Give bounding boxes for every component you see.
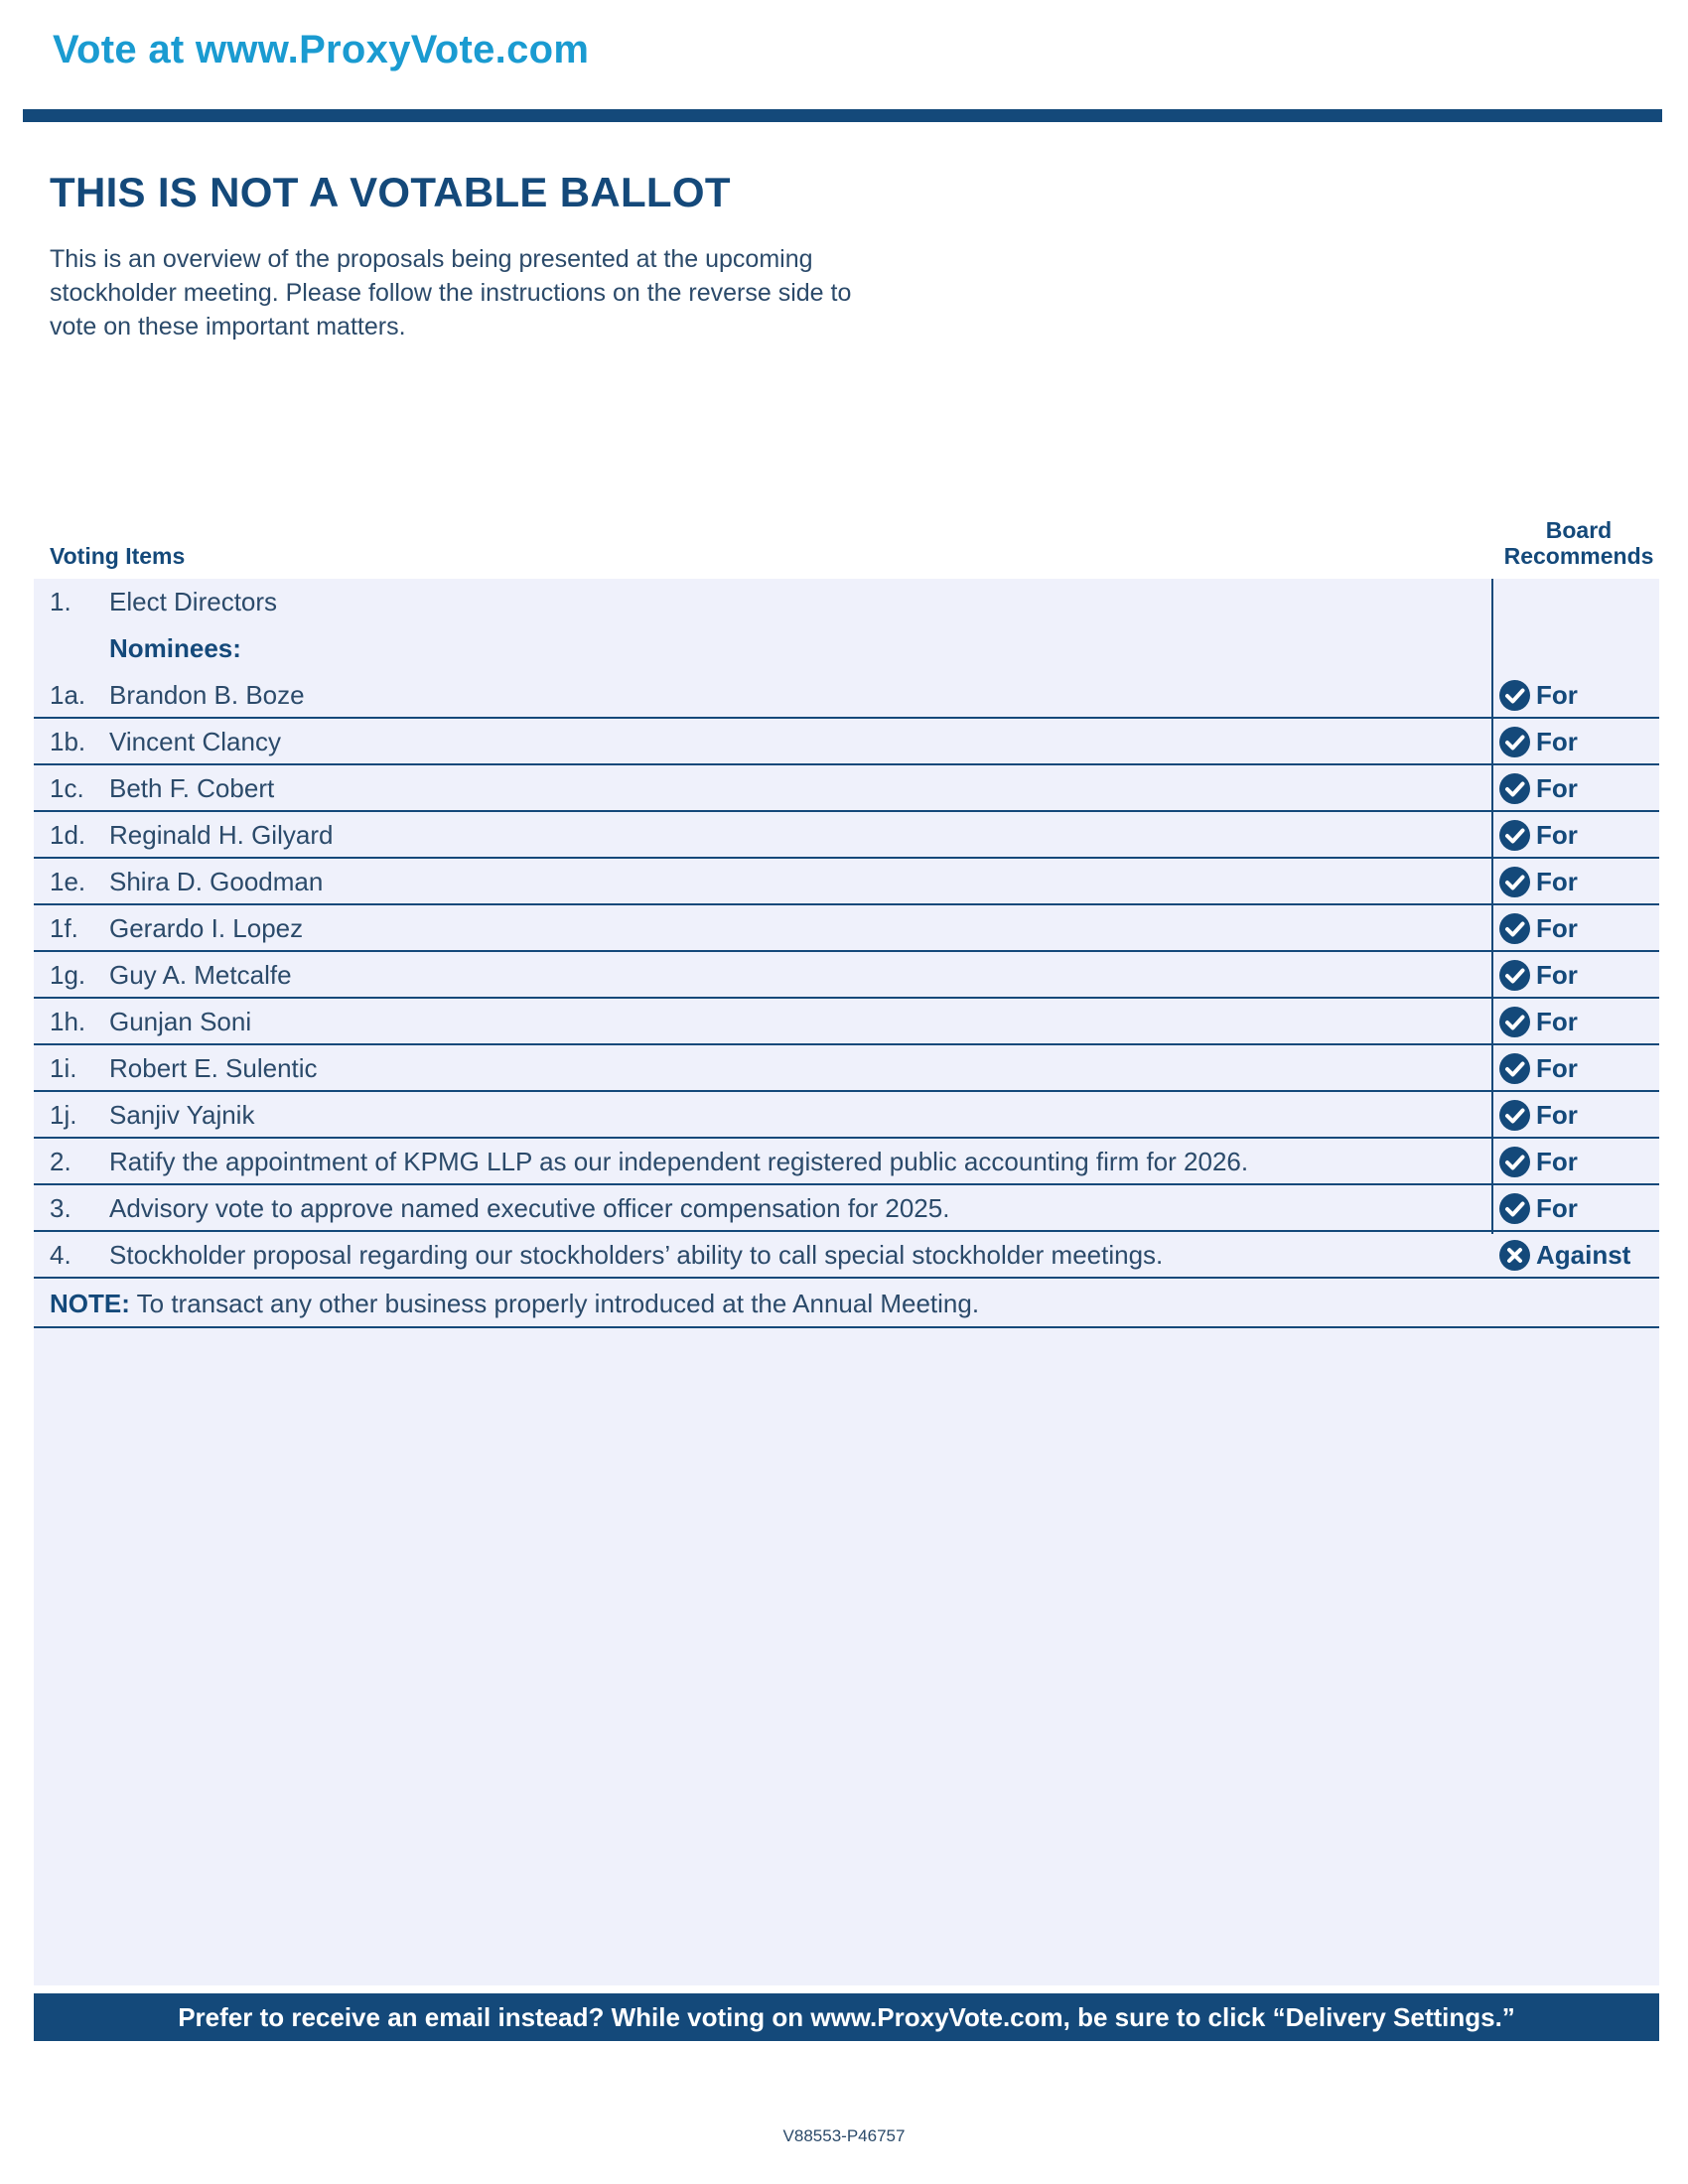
document-code: V88553-P46757 xyxy=(782,2126,906,2145)
check-circle-icon xyxy=(1499,1053,1530,1084)
item-number: 1d. xyxy=(50,820,86,850)
voting-item-row xyxy=(34,812,1659,859)
check-circle-icon xyxy=(1499,913,1530,944)
item-label: Stockholder proposal regarding our stockholders’ ability to call special stockholder meetings. xyxy=(109,1240,1164,1270)
item-number: 1a. xyxy=(50,680,86,710)
item-number: 1e. xyxy=(50,867,86,896)
item-number: 2. xyxy=(50,1147,71,1176)
check-circle-icon xyxy=(1499,727,1530,757)
item-label: Guy A. Metcalfe xyxy=(109,960,292,990)
recommendation-text: For xyxy=(1536,1053,1578,1083)
check-circle-icon xyxy=(1499,1193,1530,1224)
item-label: Elect Directors xyxy=(109,587,278,616)
board-recommendation xyxy=(1499,960,1578,991)
item-label: Gerardo I. Lopez xyxy=(109,913,304,943)
voting-items-header: Voting Items xyxy=(50,543,186,569)
recommendation-text: For xyxy=(1536,1193,1578,1223)
recommendation-text: For xyxy=(1536,727,1578,756)
recommendation-text: For xyxy=(1536,773,1578,803)
item-number: 1c. xyxy=(50,773,84,803)
voting-item-row xyxy=(34,672,1659,719)
header-rule xyxy=(23,109,1662,122)
voting-item-row xyxy=(34,1185,1659,1232)
recommendation-text: For xyxy=(1536,1147,1578,1176)
item-number: 4. xyxy=(50,1240,71,1270)
recommendation-text: For xyxy=(1536,960,1578,990)
board-recommendation xyxy=(1499,1007,1578,1037)
x-circle-icon xyxy=(1499,1240,1530,1271)
page-title: THIS IS NOT A VOTABLE BALLOT xyxy=(50,169,731,215)
board-recommends-header xyxy=(1489,517,1668,569)
recommendation-text: For xyxy=(1536,913,1578,943)
voting-item-row xyxy=(34,719,1659,765)
voting-item-row xyxy=(34,999,1659,1045)
board-recommendation xyxy=(1499,1100,1578,1131)
board-recommendation xyxy=(1499,1240,1630,1271)
proxyvote-link[interactable]: Vote at www.ProxyVote.com xyxy=(53,28,590,71)
recommendation-text: For xyxy=(1536,680,1578,710)
board-recommends-line1: Board xyxy=(1545,517,1613,543)
item-label: Sanjiv Yajnik xyxy=(109,1100,255,1130)
check-circle-icon xyxy=(1499,1100,1530,1131)
note-body: To transact any other business properly introduced at the Annual Meeting. xyxy=(129,1289,980,1318)
board-recommends-line2: Recommends xyxy=(1503,543,1654,569)
check-circle-icon xyxy=(1499,680,1530,711)
check-circle-icon xyxy=(1499,867,1530,897)
item-label: Brandon B. Boze xyxy=(109,680,305,710)
recommendation-text: For xyxy=(1536,1007,1578,1036)
voting-item-row xyxy=(34,905,1659,952)
item-number: 1j. xyxy=(50,1100,77,1130)
board-recommendation xyxy=(1499,1193,1578,1224)
item-number: 1. xyxy=(50,587,71,616)
voting-item-row xyxy=(34,952,1659,999)
delivery-settings-banner: Prefer to receive an email instead? While voting on www.ProxyVote.com, be sure to click “Delivery Settings.” xyxy=(34,1993,1659,2041)
check-circle-icon xyxy=(1499,773,1530,804)
nominees-label: Nominees: xyxy=(109,633,241,663)
item-number: 3. xyxy=(50,1193,71,1223)
note-row xyxy=(34,1281,1659,1328)
voting-item-row xyxy=(34,1232,1659,1279)
recommendation-text: Against xyxy=(1536,1240,1631,1270)
board-recommendation xyxy=(1499,727,1578,757)
voting-item-row xyxy=(34,765,1659,812)
check-circle-icon xyxy=(1499,820,1530,851)
note-label: NOTE: xyxy=(50,1289,130,1318)
item-label: Ratify the appointment of KPMG LLP as our independent registered public accounting firm for 2026. xyxy=(109,1147,1249,1176)
elect-directors-row xyxy=(34,579,1659,625)
voting-item-row xyxy=(34,1092,1659,1139)
board-recommendation xyxy=(1499,867,1578,897)
voting-item-row xyxy=(34,1139,1659,1185)
item-label: Shira D. Goodman xyxy=(109,867,324,896)
recommendation-text: For xyxy=(1536,1100,1578,1130)
item-label: Robert E. Sulentic xyxy=(109,1053,318,1083)
recommendation-text: For xyxy=(1536,867,1578,896)
board-recommendation xyxy=(1499,1053,1578,1084)
board-recommendation xyxy=(1499,820,1578,851)
intro-paragraph: This is an overview of the proposals being presented at the upcoming stockholder meeting. Please follow the instructions on the reverse side to vote on these important matters. xyxy=(50,245,852,341)
check-circle-icon xyxy=(1499,1147,1530,1177)
item-number: 1g. xyxy=(50,960,86,990)
board-recommendation xyxy=(1499,773,1578,804)
nominees-row xyxy=(34,625,1659,672)
voting-item-row xyxy=(34,859,1659,905)
board-recommendation xyxy=(1499,913,1578,944)
item-label: Reginald H. Gilyard xyxy=(109,820,334,850)
recommendation-text: For xyxy=(1536,820,1578,850)
check-circle-icon xyxy=(1499,960,1530,991)
item-label: Gunjan Soni xyxy=(109,1007,252,1036)
note-text xyxy=(50,1289,979,1319)
board-recommendation xyxy=(1499,1147,1578,1177)
item-label: Vincent Clancy xyxy=(109,727,281,756)
item-label: Advisory vote to approve named executive officer compensation for 2025. xyxy=(109,1193,950,1223)
voting-item-row xyxy=(34,1045,1659,1092)
item-number: 1b. xyxy=(50,727,86,756)
item-number: 1f. xyxy=(50,913,78,943)
item-label: Beth F. Cobert xyxy=(109,773,275,803)
item-number: 1i. xyxy=(50,1053,77,1083)
board-recommendation xyxy=(1499,680,1578,711)
check-circle-icon xyxy=(1499,1007,1530,1037)
item-number: 1h. xyxy=(50,1007,86,1036)
